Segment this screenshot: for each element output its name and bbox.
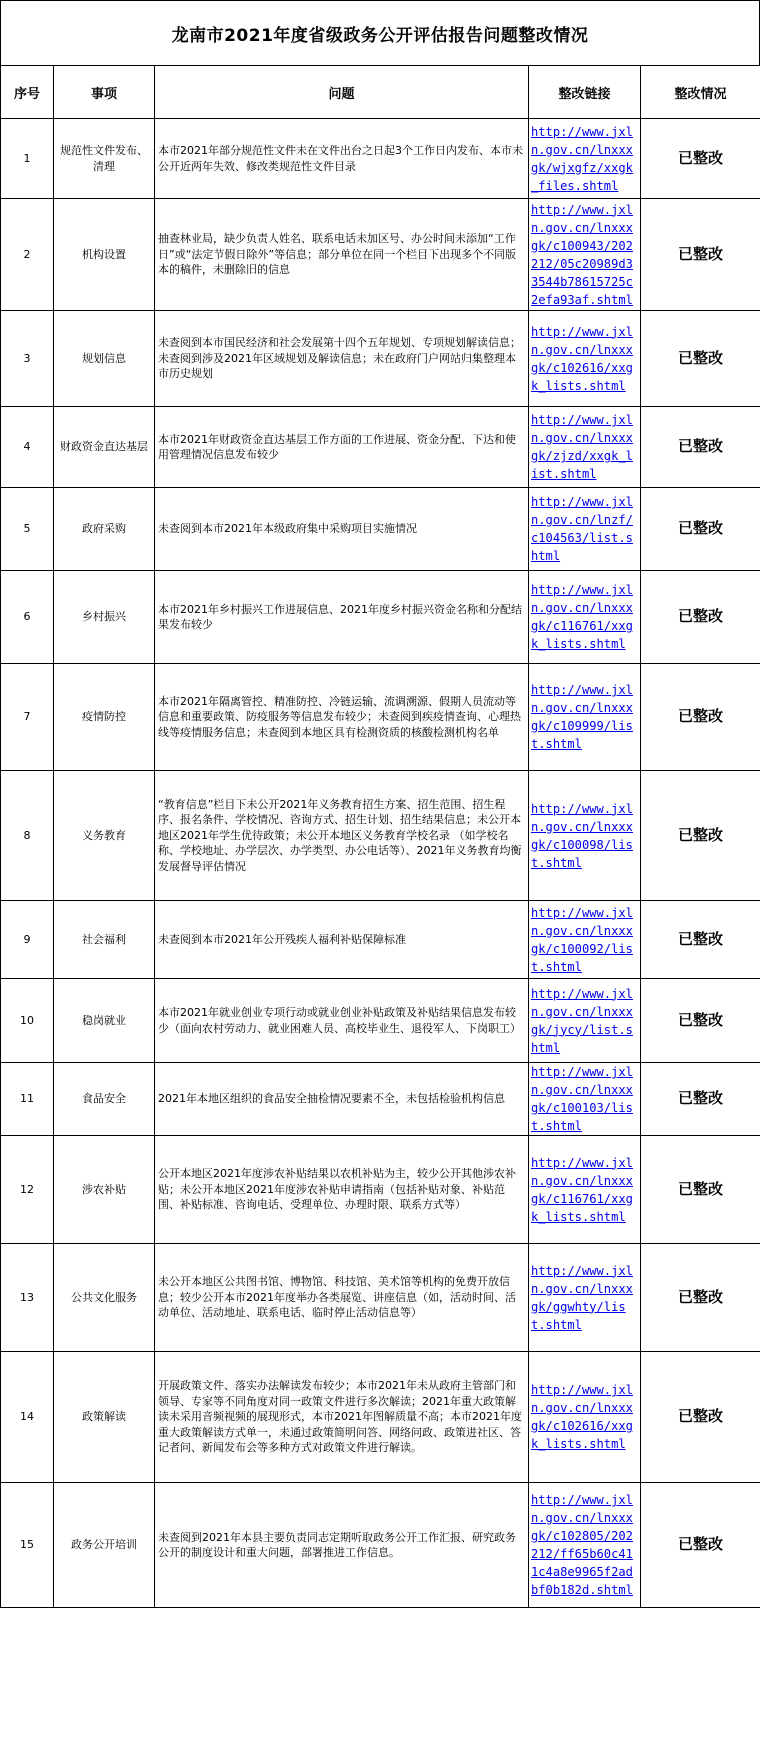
status-text: 已整改	[641, 407, 760, 488]
rectification-link[interactable]: http://www.jxln.gov.cn/lnxxxgk/c100943/202212/05c20989d33544b78615725c2efa93af.shtml	[531, 202, 633, 307]
row-link-cell	[529, 1244, 641, 1352]
header-item: 事项	[54, 66, 155, 119]
header-status: 整改情况	[641, 66, 760, 119]
row-item: 食品安全	[54, 1063, 155, 1136]
table-row	[1, 1136, 760, 1244]
row-number: 4	[1, 407, 54, 488]
header-link: 整改链接	[529, 66, 641, 119]
row-link-cell	[529, 1136, 641, 1244]
status-text: 已整改	[641, 771, 760, 901]
status-text: 已整改	[641, 901, 760, 979]
row-link-cell	[529, 407, 641, 488]
row-item: 乡村振兴	[54, 571, 155, 664]
status-text: 已整改	[641, 1063, 760, 1136]
table-body	[1, 119, 760, 1608]
row-issue: 本市2021年就业创业专项行动或就业创业补贴政策及补贴结果信息发布较少（面向农村劳动力、就业困难人员、高校毕业生、退役军人、下岗职工）	[155, 979, 529, 1063]
row-number: 15	[1, 1483, 54, 1608]
status-text: 已整改	[641, 199, 760, 311]
table-row	[1, 1483, 760, 1608]
row-item: 涉农补贴	[54, 1136, 155, 1244]
row-number: 7	[1, 664, 54, 771]
row-number: 13	[1, 1244, 54, 1352]
table-row	[1, 1352, 760, 1483]
row-link-cell	[529, 311, 641, 407]
row-issue: 未查阅到本市2021年本级政府集中采购项目实施情况	[155, 488, 529, 571]
rectification-link[interactable]: http://www.jxln.gov.cn/lnxxxgk/c100098/list.shtml	[531, 801, 633, 870]
row-issue: 未查阅到本市2021年公开残疾人福利补贴保障标准	[155, 901, 529, 979]
status-text: 已整改	[641, 1352, 760, 1483]
row-number: 9	[1, 901, 54, 979]
row-number: 5	[1, 488, 54, 571]
table-row	[1, 979, 760, 1063]
status-text: 已整改	[641, 571, 760, 664]
page-title: 龙南市2021年度省级政务公开评估报告问题整改情况	[0, 0, 760, 66]
row-number: 10	[1, 979, 54, 1063]
status-text: 已整改	[641, 119, 760, 199]
table-row	[1, 119, 760, 199]
row-issue: 未查阅到本市国民经济和社会发展第十四个五年规划、专项规划解读信息；未查阅到涉及2021年区域规划及解读信息；未在政府门户网站归集整理本市历史规划	[155, 311, 529, 407]
row-number: 6	[1, 571, 54, 664]
row-number: 8	[1, 771, 54, 901]
rectification-link[interactable]: http://www.jxln.gov.cn/lnxxxgk/c102805/202212/ff65b60c411c4a8e9965f2adbf0b182d.shtml	[531, 1493, 633, 1597]
table-row	[1, 1063, 760, 1136]
row-issue: 本市2021年财政资金直达基层工作方面的工作进展、资金分配、下达和使用管理情况信息发布较少	[155, 407, 529, 488]
status-text: 已整改	[641, 488, 760, 571]
rectification-link[interactable]: http://www.jxln.gov.cn/lnxxxgk/ggwhty/list.shtml	[531, 1263, 633, 1332]
rectification-link[interactable]: http://www.jxln.gov.cn/lnxxxgk/c100092/list.shtml	[531, 905, 633, 974]
row-issue: 未查阅到2021年本县主要负责同志定期听取政务公开工作汇报、研究政务公开的制度设计和重大问题，部署推进工作信息。	[155, 1483, 529, 1608]
row-item: 政府采购	[54, 488, 155, 571]
status-text: 已整改	[641, 311, 760, 407]
row-link-cell	[529, 1063, 641, 1136]
status-text: 已整改	[641, 1244, 760, 1352]
status-text: 已整改	[641, 979, 760, 1063]
row-number: 11	[1, 1063, 54, 1136]
table-row	[1, 664, 760, 771]
row-item: 疫情防控	[54, 664, 155, 771]
row-item: 社会福利	[54, 901, 155, 979]
row-issue: 2021年本地区组织的食品安全抽检情况要素不全，未包括检验机构信息	[155, 1063, 529, 1136]
row-item: 规范性文件发布、清理	[54, 119, 155, 199]
row-link-cell	[529, 488, 641, 571]
row-link-cell	[529, 571, 641, 664]
row-link-cell	[529, 771, 641, 901]
row-link-cell	[529, 119, 641, 199]
rectification-link[interactable]: http://www.jxln.gov.cn/lnxxxgk/c100103/list.shtml	[531, 1065, 633, 1133]
status-text: 已整改	[641, 1483, 760, 1608]
row-item: 公共文化服务	[54, 1244, 155, 1352]
rectification-link[interactable]: http://www.jxln.gov.cn/lnxxxgk/wjxgfz/xxgk_files.shtml	[531, 124, 633, 193]
row-issue: 未公开本地区公共图书馆、博物馆、科技馆、美术馆等机构的免费开放信息；较少公开本市2021年度举办各类展览、讲座信息（如，活动时间、活动单位、活动地址、联系电话、临时停止活动信息等）	[155, 1244, 529, 1352]
status-text: 已整改	[641, 1136, 760, 1244]
header-num: 序号	[1, 66, 54, 119]
row-number: 1	[1, 119, 54, 199]
table-row	[1, 488, 760, 571]
row-item: 财政资金直达基层	[54, 407, 155, 488]
row-issue: 公开本地区2021年度涉农补贴结果以农机补贴为主，较少公开其他涉农补贴；未公开本地区2021年度涉农补贴申请指南（包括补贴对象、补贴范围、补贴标准、咨询电话、受理单位、办理时限、联系方式等）	[155, 1136, 529, 1244]
table-row	[1, 407, 760, 488]
row-number: 14	[1, 1352, 54, 1483]
table-header-row	[1, 66, 760, 119]
row-item: 义务教育	[54, 771, 155, 901]
row-item: 机构设置	[54, 199, 155, 311]
row-link-cell	[529, 1483, 641, 1608]
rectification-link[interactable]: http://www.jxln.gov.cn/lnxxxgk/c109999/list.shtml	[531, 683, 633, 751]
rectification-link[interactable]: http://www.jxln.gov.cn/lnxxxgk/c102616/xxgk_lists.shtml	[531, 1383, 633, 1451]
table-row	[1, 771, 760, 901]
rectification-link[interactable]: http://www.jxln.gov.cn/lnxxxgk/zjzd/xxgk_list.shtml	[531, 413, 633, 481]
rectification-table	[0, 65, 760, 1608]
row-link-cell	[529, 901, 641, 979]
table-row	[1, 1244, 760, 1352]
table-row	[1, 901, 760, 979]
table-row	[1, 199, 760, 311]
row-item: 规划信息	[54, 311, 155, 407]
row-item: 政策解读	[54, 1352, 155, 1483]
row-issue: 本市2021年乡村振兴工作进展信息、2021年度乡村振兴资金名称和分配结果发布较少	[155, 571, 529, 664]
row-issue: 本市2021年隔离管控、精准防控、冷链运输、流调溯源、假期人员流动等信息和重要政策、防疫服务等信息发布较少；未查阅到疾疫情查询、心理热线等疫情服务信息；未查阅到本地区具有检测资质的核酸检测机构名单	[155, 664, 529, 771]
table-row	[1, 571, 760, 664]
rectification-link[interactable]: http://www.jxln.gov.cn/lnxxxgk/c116761/xxgk_lists.shtml	[531, 1155, 633, 1224]
rectification-link[interactable]: http://www.jxln.gov.cn/lnxxxgk/c102616/xxgk_lists.shtml	[531, 324, 633, 393]
row-item: 稳岗就业	[54, 979, 155, 1063]
row-issue: 本市2021年部分规范性文件未在文件出台之日起3个工作日内发布、本市未公开近两年失效、修改类规范性文件目录	[155, 119, 529, 199]
rectification-link[interactable]: http://www.jxln.gov.cn/lnxxxgk/jycy/list.shtml	[531, 986, 633, 1055]
row-link-cell	[529, 979, 641, 1063]
row-number: 3	[1, 311, 54, 407]
rectification-link[interactable]: http://www.jxln.gov.cn/lnxxxgk/c116761/xxgk_lists.shtml	[531, 583, 633, 651]
row-link-cell	[529, 1352, 641, 1483]
status-text: 已整改	[641, 664, 760, 771]
rectification-link[interactable]: http://www.jxln.gov.cn/lnzf/c104563/list.shtml	[531, 495, 633, 563]
row-item: 政务公开培训	[54, 1483, 155, 1608]
row-issue: “教育信息”栏目下未公开2021年义务教育招生方案、招生范围、招生程序、报名条件、学校情况、咨询方式、招生计划、招生结果信息；未公开本地区2021年学生优待政策；未公开本地区义务教育学校名录 （如学校名称、学校地址、办学层次、办学类型、办公电话等）、2021年义务教育均衡发展督导评估情况	[155, 771, 529, 901]
row-issue: 开展政策文件、落实办法解读发布较少；本市2021年未从政府主管部门和领导、专家等不同角度对同一政策文件进行多次解读；2021年重大政策解读未采用音频视频的展现形式，本市2021年图解质量不高；本市2021年度重大政策解读方式单一，未通过政策简明问答、网络问政、政策进社区、答记者问、新闻发布会等多种方式对政策文件进行解读。	[155, 1352, 529, 1483]
header-issue: 问题	[155, 66, 529, 119]
row-issue: 抽查林业局，缺少负责人姓名、联系电话未加区号、办公时间未添加“工作日”或“法定节假日除外”等信息；部分单位在同一个栏目下出现多个不同版本的稿件，未删除旧的信息	[155, 199, 529, 311]
row-link-cell	[529, 199, 641, 311]
table-row	[1, 311, 760, 407]
row-number: 2	[1, 199, 54, 311]
row-link-cell	[529, 664, 641, 771]
row-number: 12	[1, 1136, 54, 1244]
